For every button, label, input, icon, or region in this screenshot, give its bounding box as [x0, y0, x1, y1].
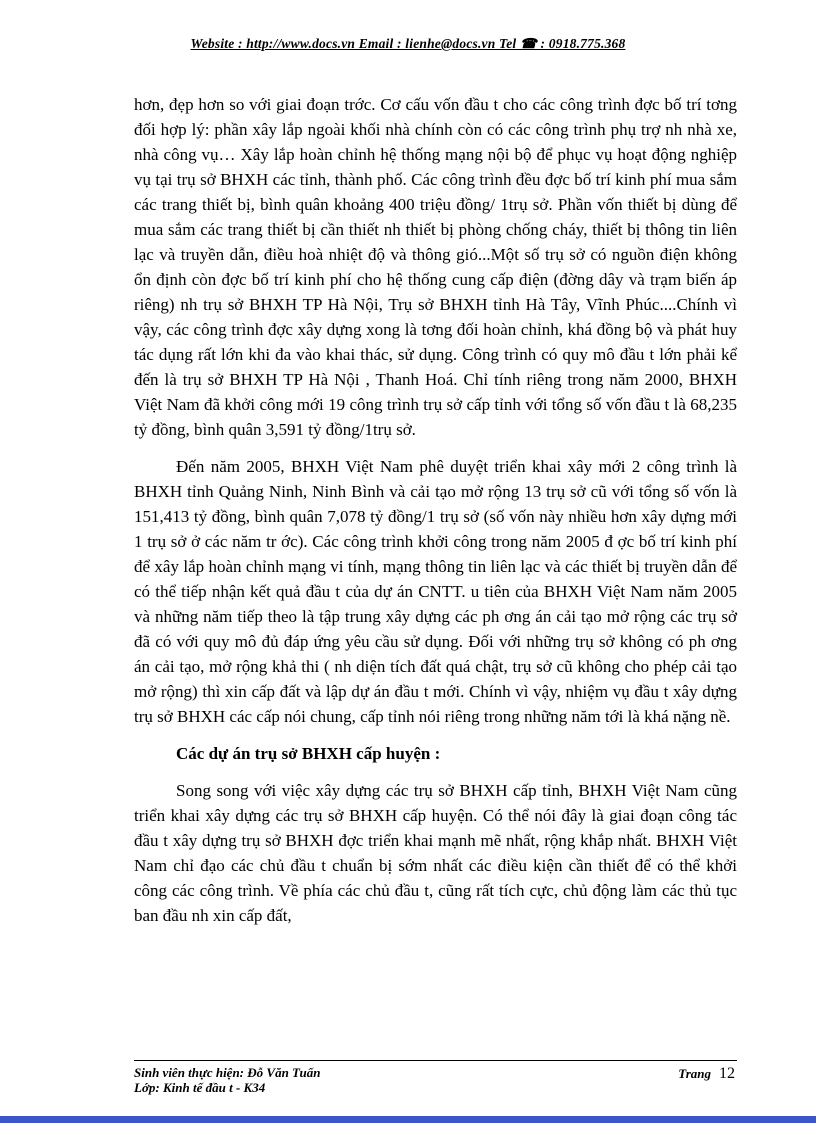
footer-info — [134, 1065, 320, 1095]
footer-class-line: Lớp: Kinh tế đầu t - K34 — [134, 1080, 266, 1095]
section-heading: Các dự án trụ sở BHXH cấp huyện : — [176, 744, 441, 763]
page-number-label: Trang — [678, 1066, 711, 1081]
footer-author-line: Sinh viên thực hiện: Đỗ Văn Tuấn — [134, 1065, 321, 1080]
header-contact-line: Website : http://www.docs.vn Email : lienhe@docs.vn Tel ☎ : 0918.775.368 — [190, 36, 626, 51]
paragraph: hơn, đẹp hơn so với giai đoạn trớc. Cơ cấu vốn đầu t cho các công trình đợc bố trí tơng đối hợp lý: phần xây lắp ngoài khối nhà chính còn có các công trình phụ trợ nh nhà xe, nhà công vụ… Xây lắp hoàn chỉnh hệ thống mạng nội bộ để phục vụ hoạt động nghiệp vụ tại trụ sở BHXH các tỉnh, thành phố. Các công trình đều đợc bố trí kinh phí mua sắm các trang thiết bị, bình quân khoảng 400 triệu đồng/ 1trụ sở. Phần vốn thiết bị dùng để mua sắm các trang thiết bị cần thiết nh thiết bị phòng chống cháy, thiết bị thông tin liên lạc và truyền dẫn, điều hoà nhiệt độ và thông gió...Một số trụ sở có nguồn điện không ổn định còn đợc bố trí kinh phí cho hệ thống cung cấp điện (đờng dây và trạm biến áp riêng) nh trụ sở BHXH TP Hà Nội, Trụ sở BHXH tỉnh Hà Tây, Vĩnh Phúc....Chính vì vậy, các công trình đợc xây dựng xong là tơng đối hoàn chỉnh, khá đồng bộ và phát huy tác dụng rất lớn khi đa vào khai thác, sử dụng. Công trình có quy mô đầu t lớn phải kể đến là trụ sở BHXH TP Hà Nội , Thanh Hoá. Chỉ tính riêng trong năm 2000, BHXH Việt Nam đã khởi công mới 19 công trình trụ sở cấp tỉnh với tổng số vốn đầu t là 68,235 tỷ đồng, bình quân 3,591 tỷ đồng/1trụ sở. — [134, 95, 737, 439]
footer-page-indicator — [678, 1065, 737, 1083]
page-header — [0, 36, 816, 52]
page-number-value: 12 — [719, 1065, 735, 1082]
document-body — [134, 92, 737, 940]
paragraph: Đến năm 2005, BHXH Việt Nam phê duyệt triển khai xây mới 2 công trình là BHXH tỉnh Quảng Ninh, Ninh Bình và cải tạo mở rộng 13 trụ sở cũ với tổng số vốn là 151,413 tỷ đồng, bình quân 7,078 tỷ đồng/1 trụ sở (số vốn này nhiều hơn xây dựng mới 1 trụ sở ở các năm tr ớc). Các công trình khởi công trong năm 2005 đ ợc bố trí kinh phí để xây lắp hoàn chỉnh mạng vi tính, mạng thông tin liên lạc và các thiết bị truyền dẫn để có thể tiếp nhận kết quả đầu t của dự án CNTT. u tiên của BHXH Việt Nam năm 2005 và những năm tiếp theo là tập trung xây dựng các ph ơng án cải tạo mở rộng các trụ sở đã có với quy mô đủ đáp ứng yêu cầu sử dụng. Đối với những trụ sở không có ph ơng án cải tạo, mở rộng khả thi ( nh diện tích đất quá chật, trụ sở cũ không cho phép cải tạo mở rộng) thì xin cấp đất và lập dự án đầu t mới. Chính vì vậy, nhiệm vụ đầu t xây dựng trụ sở BHXH các cấp nói chung, cấp tỉnh nói riêng trong những năm tới là khá nặng nề. — [134, 457, 737, 726]
bottom-border-bar — [0, 1116, 816, 1123]
page-footer — [134, 1060, 737, 1095]
paragraph: Song song với việc xây dựng các trụ sở BHXH cấp tỉnh, BHXH Việt Nam cũng triển khai xây dựng các trụ sở BHXH cấp huyện. Có thể nói đây là giai đoạn công tác đầu t xây dựng trụ sở BHXH đợc triển khai mạnh mẽ nhất, rộng khắp nhất. BHXH Việt Nam chỉ đạo các chủ đầu t chuẩn bị sớm nhất các điều kiện cần thiết để có thể khởi công các công trình. Về phía các chủ đầu t, cũng rất tích cực, chủ động làm các thủ tục ban đầu nh xin cấp đất, — [134, 781, 737, 925]
